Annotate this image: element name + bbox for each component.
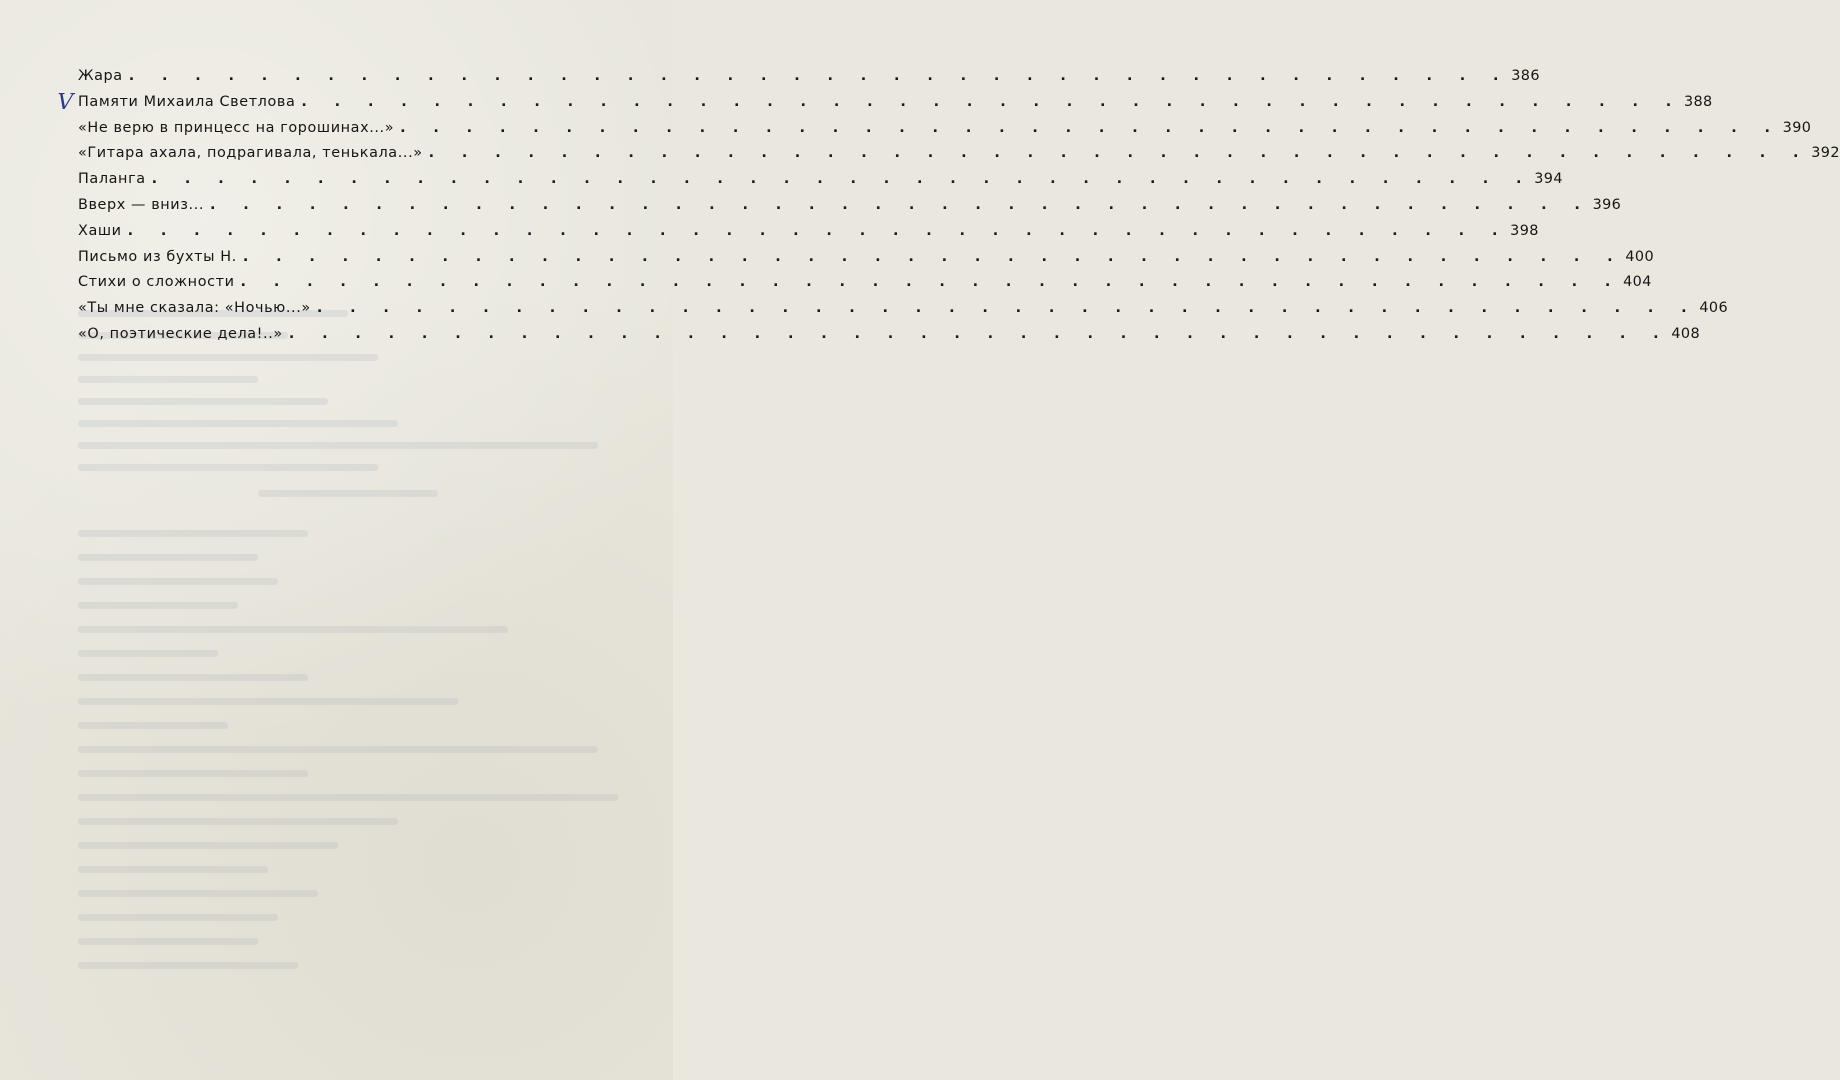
toc-entry [78, 222, 1539, 249]
toc-entry-title: «Ты мне сказала: «Ночью...» [78, 300, 311, 317]
toc-entry-title: «Не верю в принцесс на горошинах...» [78, 119, 395, 136]
toc-entry-page-number: 404 [1623, 274, 1652, 291]
toc-dot-leader: . . . . . . . . . . . . . . . . . . . . . . . . . . . . . . . . . . . . . . . . . . [127, 222, 1509, 239]
toc-entry-title: Вверх — вниз... [78, 196, 205, 213]
toc-entry-page-number: 406 [1699, 300, 1729, 317]
table-of-contents [78, 68, 1840, 352]
toc-entry-title: Паланга [78, 171, 146, 188]
toc-entry-title: Памяти Михаила Светлова [78, 93, 296, 110]
toc-dot-leader: . . . . . . . . . . . . . . . . . . . . . . . . . . . . . . . . . . . . . . . . . . [301, 93, 1683, 110]
toc-entry-page-number: 390 [1782, 119, 1812, 136]
toc-entry-page-number: 394 [1534, 171, 1563, 188]
toc-entry-page-number: 408 [1671, 325, 1701, 342]
toc-entry-page-number: 400 [1625, 248, 1655, 265]
toc-entry-title: Жара [78, 68, 123, 84]
toc-dot-leader: . . . . . . . . . . . . . . . . . . . . . . . . . . . . . . . . . . . . . . . . . . [242, 248, 1625, 265]
toc-entry-title: Письмо из бухты Н. [78, 248, 237, 265]
toc-entry [78, 300, 1729, 326]
toc-dot-leader: . . . . . . . . . . . . . . . . . . . . . . . . . . . . . . . . . . . . . . . . . . [151, 171, 1533, 188]
toc-entry-title: «Гитара ахала, подрагивала, тенькала...» [78, 145, 423, 162]
toc-entry-page-number: 396 [1592, 196, 1622, 213]
toc-entry-page-number: 398 [1510, 222, 1539, 239]
toc-entry [78, 145, 1840, 171]
toc-entry-title: Хаши [78, 222, 122, 239]
toc-dot-leader: . . . . . . . . . . . . . . . . . . . . . . . . . . . . . . . . . . . . . . . . . . [400, 119, 1782, 136]
toc-entry [78, 171, 1563, 197]
toc-dot-leader: . . . . . . . . . . . . . . . . . . . . . . . . . . . . . . . . . . . . . . . . . . [316, 300, 1699, 317]
toc-entry [78, 248, 1655, 275]
toc-entry [78, 274, 1652, 300]
toc-entry [78, 119, 1812, 146]
toc-dot-leader: . . . . . . . . . . . . . . . . . . . . . . . . . . . . . . . . . . . . . . . . . . [288, 325, 1671, 342]
toc-entry [78, 68, 1540, 94]
toc-entry-title: Стихи о сложности [78, 274, 235, 291]
toc-dot-leader: . . . . . . . . . . . . . . . . . . . . . . . . . . . . . . . . . . . . . . . . . . [240, 274, 1622, 291]
toc-entry [78, 93, 1713, 120]
bleed-through-text [78, 300, 638, 1000]
toc-dot-leader: . . . . . . . . . . . . . . . . . . . . . . . . . . . . . . . . . . . . . . . . . . [428, 145, 1810, 162]
toc-entry-page-number: 392 [1811, 145, 1840, 162]
toc-entry-page-number: 386 [1511, 68, 1540, 84]
toc-entry [78, 325, 1701, 352]
toc-dot-leader: . . . . . . . . . . . . . . . . . . . . . . . . . . . . . . . . . . . . . . . . . . [128, 68, 1510, 84]
toc-entry-page-number: 388 [1683, 93, 1713, 110]
toc-entry-title: «О, поэтические дела!..» [78, 325, 283, 342]
handwritten-check-mark: V [54, 90, 76, 115]
toc-dot-leader: . . . . . . . . . . . . . . . . . . . . . . . . . . . . . . . . . . . . . . . . . . [210, 196, 1592, 213]
toc-entry [78, 196, 1622, 223]
